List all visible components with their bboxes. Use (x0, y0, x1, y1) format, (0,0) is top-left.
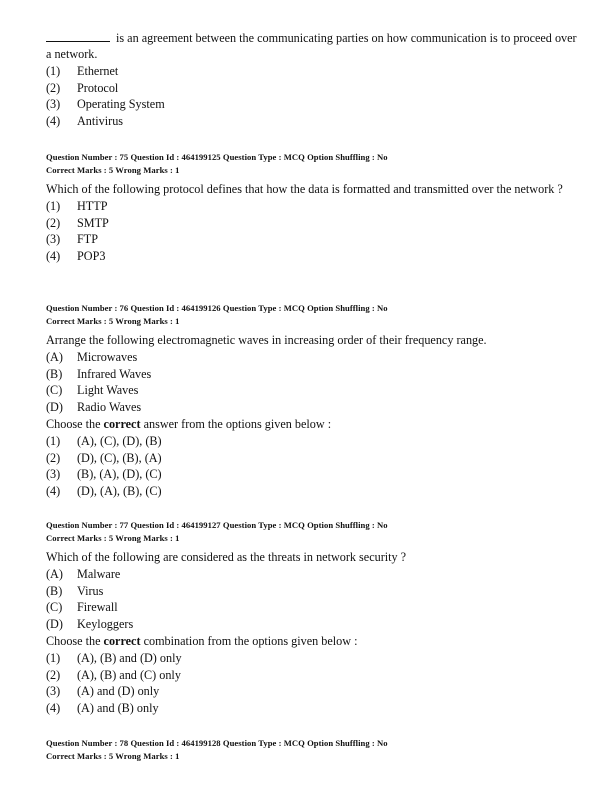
option-text: Antivirus (77, 114, 124, 129)
marks-meta: Correct Marks : 5 Wrong Marks : 1 (46, 316, 180, 326)
question-meta: Question Number : 76 Question Id : 464199126 Question Type : MCQ Option Shuffling : No (46, 303, 388, 313)
options-list (46, 198, 580, 265)
question-stem (46, 30, 580, 62)
item-label: (D) (46, 617, 63, 632)
choose-instruction (46, 416, 580, 432)
option-number: (3) (46, 684, 61, 699)
option (46, 450, 580, 467)
item-label: (C) (46, 600, 63, 615)
instruction-text: Choose the (46, 633, 104, 648)
option (46, 483, 580, 500)
option-number: (1) (46, 650, 61, 665)
option-text: (A), (B) and (D) only (77, 650, 182, 665)
option-text: Protocol (77, 80, 119, 95)
option-number: (3) (46, 97, 61, 112)
item-label: (D) (46, 400, 63, 415)
option (46, 683, 580, 700)
list-item (46, 349, 580, 366)
list-item (46, 616, 580, 633)
instruction-text: Choose the (46, 416, 104, 431)
item-label: (A) (46, 567, 63, 581)
option-number: (2) (46, 215, 61, 230)
question-stem-text: is an agreement between the communicating parties on how communication is to proceed over a network. (46, 31, 577, 61)
option-number: (3) (46, 232, 61, 247)
option-text: (A) and (D) only (77, 684, 160, 699)
option-text: SMTP (77, 215, 109, 230)
question-meta: Question Number : 78 Question Id : 464199128 Question Type : MCQ Option Shuffling : No (46, 738, 388, 748)
option-text: POP3 (77, 249, 106, 264)
item-label: (B) (46, 583, 63, 598)
option-text: (D), (A), (B), (C) (77, 483, 162, 498)
option-text: (A), (C), (D), (B) (77, 433, 162, 448)
options-list (46, 650, 580, 717)
item-text: Keyloggers (77, 617, 134, 632)
option-text: Operating System (77, 97, 165, 112)
item-label: (B) (46, 366, 63, 381)
option (46, 433, 580, 450)
option (46, 667, 580, 684)
item-text: Infrared Waves (77, 366, 152, 381)
option-number: (1) (46, 64, 61, 78)
option (46, 80, 580, 97)
item-label: (A) (46, 350, 63, 364)
option (46, 248, 580, 265)
option-number: (4) (46, 114, 61, 129)
question-78 (46, 737, 580, 763)
list-item (46, 399, 580, 416)
options-list (46, 433, 580, 500)
fill-in-blank (46, 31, 110, 42)
item-text: Light Waves (77, 383, 139, 398)
option-text: (D), (C), (B), (A) (77, 450, 162, 465)
option-text: (A) and (B) only (77, 700, 159, 715)
question-77 (46, 519, 580, 717)
list-item (46, 566, 580, 583)
list-item (46, 366, 580, 383)
option-number: (4) (46, 249, 61, 264)
option-number: (4) (46, 483, 61, 498)
question-75 (46, 151, 580, 265)
option-number: (2) (46, 450, 61, 465)
items-list (46, 349, 580, 416)
question-stem: Which of the following are considered as the threats in network security ? (46, 550, 407, 564)
instruction-text: combination from the options given below : (140, 633, 358, 648)
item-label: (C) (46, 383, 63, 398)
marks-meta: Correct Marks : 5 Wrong Marks : 1 (46, 533, 180, 543)
choose-instruction (46, 633, 580, 649)
option-number: (1) (46, 199, 61, 213)
list-item (46, 583, 580, 600)
option-number: (2) (46, 667, 61, 682)
option (46, 113, 580, 130)
option (46, 215, 580, 232)
option (46, 231, 580, 248)
instruction-emphasis: correct (103, 633, 141, 648)
question-meta: Question Number : 75 Question Id : 464199125 Question Type : MCQ Option Shuffling : No (46, 152, 388, 162)
option (46, 466, 580, 483)
option-text: Ethernet (77, 64, 119, 78)
option-text: (A), (B) and (C) only (77, 667, 181, 682)
instruction-text: answer from the options given below : (140, 416, 332, 431)
item-text: Radio Waves (77, 400, 142, 415)
question-stem: Which of the following protocol defines that how the data is formatted and transmitted over the network ? (46, 182, 563, 196)
option-number: (4) (46, 700, 61, 715)
question-stem: Arrange the following electromagnetic waves in increasing order of their frequency range. (46, 333, 487, 347)
item-text: Virus (77, 583, 104, 598)
option-number: (3) (46, 467, 61, 482)
list-item (46, 599, 580, 616)
option-text: FTP (77, 232, 99, 247)
item-text: Microwaves (77, 350, 138, 364)
question-76 (46, 302, 580, 500)
option (46, 63, 580, 80)
option-number: (2) (46, 80, 61, 95)
marks-meta: Correct Marks : 5 Wrong Marks : 1 (46, 165, 180, 175)
option-number: (1) (46, 433, 61, 448)
item-text: Malware (77, 567, 121, 581)
option (46, 96, 580, 113)
items-list (46, 566, 580, 633)
list-item (46, 382, 580, 399)
options-list (46, 63, 580, 130)
option (46, 198, 580, 215)
option (46, 700, 580, 717)
item-text: Firewall (77, 600, 118, 615)
option (46, 650, 580, 667)
marks-meta: Correct Marks : 5 Wrong Marks : 1 (46, 751, 180, 761)
question-74 (46, 30, 580, 130)
option-text: HTTP (77, 199, 108, 213)
option-text: (B), (A), (D), (C) (77, 467, 162, 482)
instruction-emphasis: correct (103, 416, 141, 431)
question-meta: Question Number : 77 Question Id : 464199127 Question Type : MCQ Option Shuffling : No (46, 520, 388, 530)
